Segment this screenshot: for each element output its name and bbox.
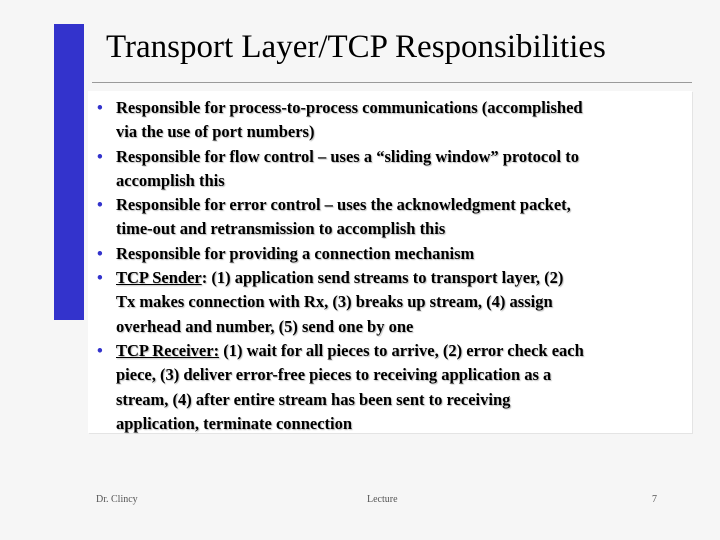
bullet-line: Responsible for providing a connection mechanism	[116, 243, 475, 263]
slide-title: Transport Layer/TCP Responsibilities	[106, 29, 606, 65]
bullet-line-first	[116, 339, 690, 363]
bullet-item	[96, 96, 690, 145]
footer-lecture: Lecture	[367, 494, 398, 505]
bullet-line: overhead and number, (5) send one by one	[116, 316, 414, 336]
bullet-line-first	[116, 266, 690, 290]
tcp-receiver-heading: TCP Receiver:	[116, 340, 220, 360]
bullet-dot-icon: •	[97, 268, 103, 288]
bullet-line: piece, (3) deliver error-free pieces to receiving application as a	[116, 365, 552, 385]
bullet-item	[96, 266, 690, 339]
bullet-line: Responsible for error control – uses the acknowledgment packet,	[116, 195, 571, 215]
bullet-line: Responsible for process-to-process communications (accomplished	[116, 98, 583, 117]
bullet-line: application, terminate connection	[116, 413, 353, 433]
bullet-lead-suffix: (1) wait for all pieces to arrive, (2) error check each	[219, 340, 584, 360]
bullet-line: Responsible for flow control – uses a “sliding window” protocol to	[116, 146, 579, 166]
bullet-line: via the use of port numbers)	[116, 122, 315, 142]
bullet-item	[96, 193, 690, 242]
bullet-dot-icon: •	[97, 243, 103, 263]
bullet-dot-icon: •	[97, 98, 103, 117]
title-divider	[92, 82, 692, 83]
accent-bar	[54, 24, 84, 320]
bullet-line: accomplish this	[116, 170, 225, 190]
bullet-item	[96, 242, 690, 266]
bullet-lead-suffix: : (1) application send streams to transport layer, (2)	[201, 268, 564, 288]
tcp-sender-heading: TCP Sender	[116, 268, 202, 288]
bullet-item	[96, 145, 690, 194]
bullet-line: Tx makes connection with Rx, (3) breaks up stream, (4) assign	[116, 292, 553, 312]
footer-author: Dr. Clincy	[96, 494, 138, 505]
bullet-line: stream, (4) after entire stream has been sent to receiving	[116, 389, 511, 409]
footer-page-number: 7	[652, 494, 657, 505]
bullet-dot-icon: •	[97, 195, 103, 215]
bullet-dot-icon: •	[97, 146, 103, 166]
bullet-dot-icon: •	[97, 340, 103, 360]
bullet-item	[96, 339, 690, 436]
bullet-line: time-out and retransmission to accomplish this	[116, 219, 446, 239]
bullet-list	[96, 96, 690, 436]
